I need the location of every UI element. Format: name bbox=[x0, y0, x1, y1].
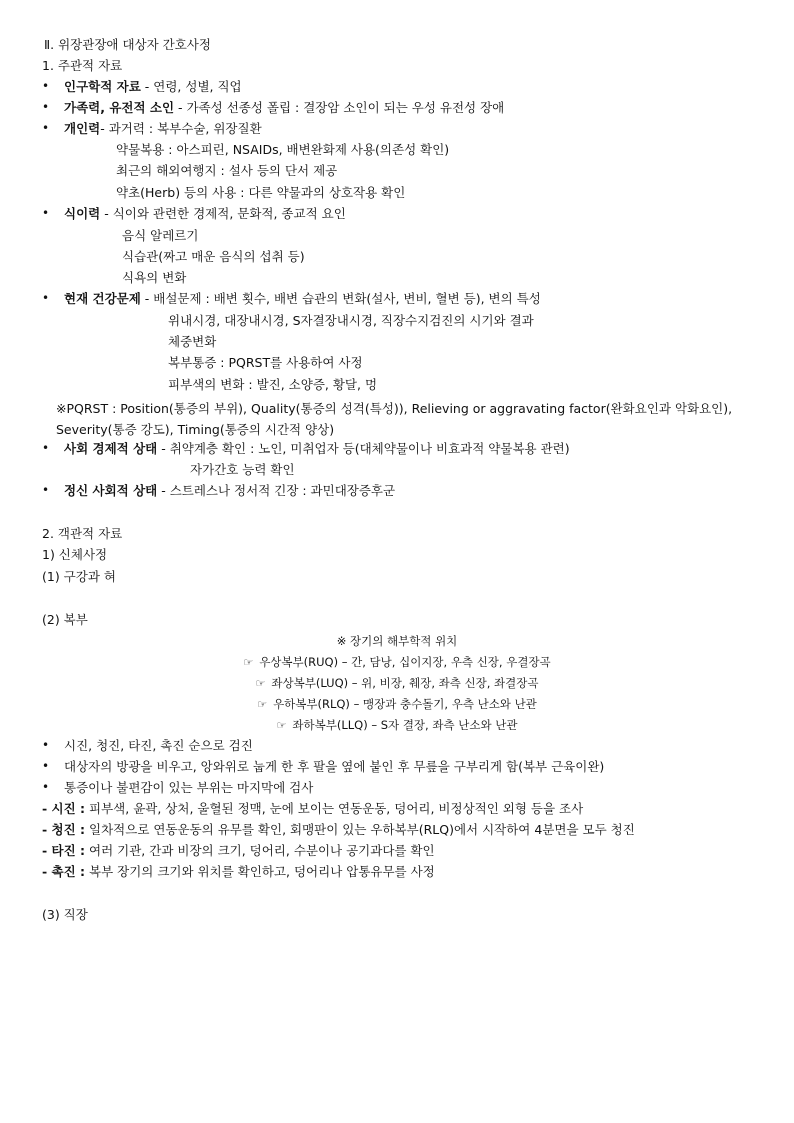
physical-heading: 1) 신체사정 bbox=[42, 547, 108, 562]
method-text: 피부색, 윤곽, 상처, 울혈된 정맥, 눈에 보이는 연동운동, 덩어리, 비정상적인 외형 등을 조사 bbox=[85, 801, 584, 816]
item-label: 인구학적 자료 bbox=[64, 79, 141, 94]
bullet-icon: • bbox=[42, 441, 50, 455]
item-label: 개인력 bbox=[64, 121, 101, 136]
psych-item bbox=[64, 483, 395, 499]
pointing-hand-icon: ☞ bbox=[257, 698, 268, 711]
method-label: - 청진 : bbox=[42, 822, 86, 837]
bullet-icon: • bbox=[42, 759, 50, 773]
personal-sub: 최근의 해외여행지 : 설사 등의 단서 제공 bbox=[116, 163, 338, 178]
socio-sub: 자가간호 능력 확인 bbox=[190, 462, 295, 477]
item-text: - 가족성 선종성 폴립 : 결장암 소인이 되는 우성 유전성 장애 bbox=[174, 100, 505, 115]
bullet-icon: • bbox=[42, 780, 50, 794]
current-sub: 피부색의 변화 : 발진, 소양증, 황달, 멍 bbox=[168, 377, 378, 392]
exam-bullet: 대상자의 방광을 비우고, 앙와위로 눕게 한 후 팔을 옆에 붙인 후 무릎을 구부리게 함(복부 근육이완) bbox=[64, 759, 605, 774]
current-sub: 체중변화 bbox=[168, 334, 217, 349]
rectum-heading: (3) 직장 bbox=[42, 907, 88, 922]
item-label: 가족력, 유전적 소인 bbox=[64, 100, 175, 115]
quadrant-line bbox=[0, 717, 794, 734]
bullet-icon: • bbox=[42, 483, 50, 497]
personal-item bbox=[64, 121, 262, 137]
pqrst-note: ※PQRST : Position(통증의 부위), Quality(통증의 성격(특성)), Relieving or aggravating factor(완화요인과 악화요인), Severity(통증 강도), Timing(통증의 시간적 양상) bbox=[56, 401, 733, 437]
diet-sub: 식습관(짜고 매운 음식의 섭취 등) bbox=[122, 249, 305, 264]
pointing-hand-icon: ☞ bbox=[243, 656, 254, 669]
item-text: - 식이와 관련한 경제적, 문화적, 종교적 요인 bbox=[100, 206, 346, 221]
diet-item bbox=[64, 206, 346, 222]
method-text: 복부 장기의 크기와 위치를 확인하고, 덩어리나 압통유무를 사정 bbox=[85, 864, 435, 879]
diet-sub: 식욕의 변화 bbox=[122, 270, 187, 285]
method-text: 여러 기관, 간과 비장의 크기, 덩어리, 수분이나 공기과다를 확인 bbox=[85, 843, 435, 858]
bullet-icon: • bbox=[42, 79, 50, 93]
bullet-icon: • bbox=[42, 100, 50, 114]
bullet-icon: • bbox=[42, 738, 50, 752]
item-label: 현재 건강문제 bbox=[64, 291, 141, 306]
quadrant-text: 우상복부(RUQ) – 간, 담낭, 십이지장, 우측 신장, 우결장곡 bbox=[259, 655, 551, 669]
oral-heading: (1) 구강과 혀 bbox=[42, 569, 116, 584]
personal-sub: 약물복용 : 아스피린, NSAIDs, 배변완화제 사용(의존성 확인) bbox=[116, 142, 450, 157]
item-text: - 과거력 : 복부수술, 위장질환 bbox=[100, 121, 262, 136]
quadrant-line bbox=[0, 654, 794, 671]
diet-sub: 음식 알레르기 bbox=[122, 228, 199, 243]
method-label: - 타진 : bbox=[42, 843, 86, 858]
bullet-icon: • bbox=[42, 206, 50, 220]
method-label: - 촉진 : bbox=[42, 864, 86, 879]
section-title: Ⅱ. 위장관장애 대상자 간호사정 bbox=[44, 37, 211, 52]
item-text: - 연령, 성별, 직업 bbox=[140, 79, 242, 94]
item-label: 정신 사회적 상태 bbox=[64, 483, 158, 498]
bullet-icon: • bbox=[42, 291, 50, 305]
item-label: 식이력 bbox=[64, 206, 101, 221]
organ-title: ※ 장기의 해부학적 위치 bbox=[336, 634, 458, 648]
exam-bullet: 시진, 청진, 타진, 촉진 순으로 검진 bbox=[64, 738, 253, 753]
current-sub: 위내시경, 대장내시경, S자결장내시경, 직장수지검진의 시기와 결과 bbox=[168, 313, 534, 328]
quadrant-text: 우하복부(RLQ) – 맹장과 충수돌기, 우측 난소와 난관 bbox=[273, 697, 537, 711]
quadrant-line bbox=[0, 675, 794, 692]
pointing-hand-icon: ☞ bbox=[276, 719, 287, 732]
demographic-item bbox=[64, 79, 242, 95]
method-percussion bbox=[42, 843, 435, 859]
abdomen-heading: (2) 복부 bbox=[42, 612, 88, 627]
family-item bbox=[64, 100, 504, 116]
item-text: - 스트레스나 정서적 긴장 : 과민대장증후군 bbox=[157, 483, 396, 498]
socio-item bbox=[64, 441, 570, 457]
bullet-icon: • bbox=[42, 121, 50, 135]
exam-bullet: 통증이나 불편감이 있는 부위는 마지막에 검사 bbox=[64, 780, 314, 795]
method-inspection bbox=[42, 801, 583, 817]
method-text: 일차적으로 연동운동의 유무를 확인, 회맹판이 있는 우하복부(RLQ)에서 시작하여 4분면을 모두 청진 bbox=[85, 822, 635, 837]
current-item bbox=[64, 291, 541, 307]
method-label: - 시진 : bbox=[42, 801, 86, 816]
method-palpation bbox=[42, 864, 435, 880]
quadrant-text: 좌하복부(LLQ) – S자 결장, 좌측 난소와 난관 bbox=[292, 718, 518, 732]
quadrant-line bbox=[0, 696, 794, 713]
item-label: 사회 경제적 상태 bbox=[64, 441, 158, 456]
pointing-hand-icon: ☞ bbox=[255, 677, 266, 690]
objective-heading: 2. 객관적 자료 bbox=[42, 526, 123, 541]
quadrant-text: 좌상복부(LUQ) – 위, 비장, 췌장, 좌측 신장, 좌결장곡 bbox=[271, 676, 539, 690]
item-text: - 배설문제 : 배변 횟수, 배변 습관의 변화(설사, 변비, 혈변 등), 변의 특성 bbox=[140, 291, 541, 306]
personal-sub: 약초(Herb) 등의 사용 : 다른 약물과의 상호작용 확인 bbox=[116, 185, 406, 200]
subjective-heading: 1. 주관적 자료 bbox=[42, 58, 123, 73]
method-auscultation bbox=[42, 822, 635, 838]
item-text: - 취약계층 확인 : 노인, 미취업자 등(대체약물이나 비효과적 약물복용 관련) bbox=[157, 441, 570, 456]
current-sub: 복부통증 : PQRST를 사용하여 사정 bbox=[168, 355, 363, 370]
